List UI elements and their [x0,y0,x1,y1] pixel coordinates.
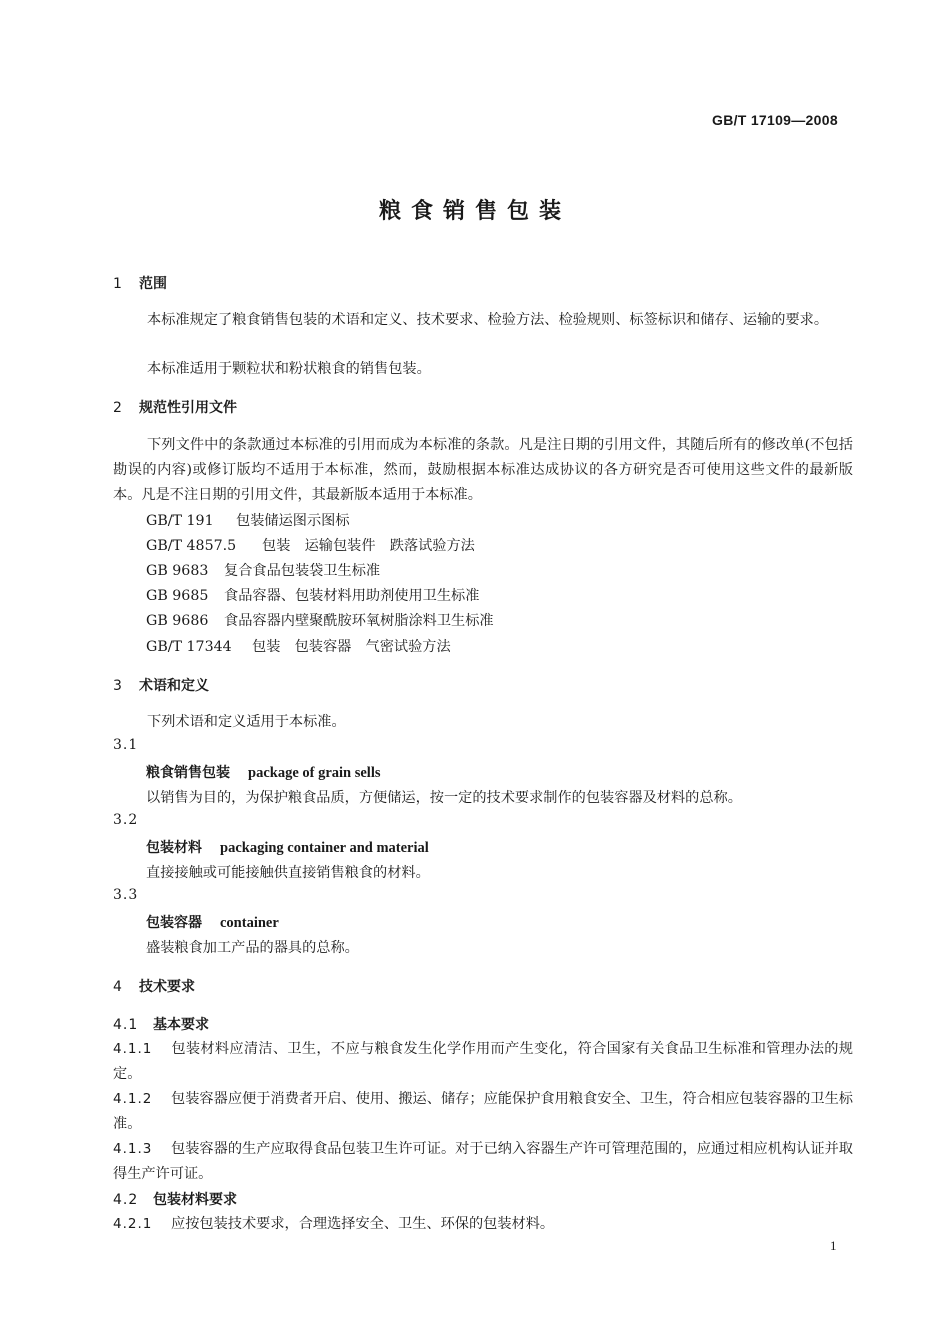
term-number: 3.2 [113,812,139,828]
term-definition: 盛装粮食加工产品的器具的总称。 [146,940,359,956]
clause-text: 包装材料应清洁、卫生，不应与粮食发生化学作用而产生变化，符合国家有关食品卫生标准和管理办法的规定。 [113,1041,853,1082]
section-title: 规范性引用文件 [139,400,237,416]
term-english: package of grain sells [248,765,381,781]
reference-item [146,636,451,656]
term-definition: 直接接触或可能接触供直接销售粮食的材料。 [146,865,430,881]
term-chinese: 包装容器 [146,915,202,931]
term-entry [146,912,279,932]
section-number: 4 [113,979,122,995]
clause-text: 应按包装技术要求，合理选择安全、卫生、环保的包装材料。 [171,1216,555,1232]
section-number: 3 [113,678,122,694]
paragraph-terms-intro: 下列术语和定义适用于本标准。 [147,714,346,730]
term-chinese: 包装材料 [146,840,202,856]
clause-number: 4.1.1 [113,1041,153,1057]
clause-4-1-2 [113,1087,853,1137]
reference-code: GB 9683 [146,563,209,579]
term-number: 3.1 [113,737,139,753]
subsection-number: 4.1 [113,1017,139,1033]
section-title: 技术要求 [139,979,195,995]
clause-number: 4.2.1 [113,1216,153,1232]
paragraph-scope-2: 本标准适用于颗粒状和粉状粮食的销售包装。 [147,361,431,377]
subsection-title: 包装材料要求 [153,1192,237,1208]
reference-code: GB/T 17344 [146,639,232,655]
reference-code: GB/T 191 [146,513,214,529]
term-entry [146,837,429,857]
clause-text: 包装容器的生产应取得食品包装卫生许可证。对于已纳入容器生产许可管理范围的，应通过相应机构认证并取得生产许可证。 [113,1141,853,1182]
reference-title: 复合食品包装袋卫生标准 [224,563,381,579]
clause-4-2-1 [113,1212,853,1237]
term-number: 3.3 [113,887,139,903]
subsection-number: 4.2 [113,1192,139,1208]
reference-title: 包装 包装容器 气密试验方法 [252,639,451,655]
page-number: 1 [830,1238,837,1253]
term-definition: 以销售为目的，为保护粮食品质，方便储运，按一定的技术要求制作的包装容器及材料的总称。 [146,790,742,806]
subsection-title: 基本要求 [153,1017,209,1033]
reference-title: 包装 运输包装件 跌落试验方法 [262,538,475,554]
reference-code: GB 9686 [146,613,209,629]
document-title: 粮食销售包装 [378,199,571,224]
reference-title: 食品容器内壁聚酰胺环氧树脂涂料卫生标准 [224,613,494,629]
section-title: 术语和定义 [139,678,209,694]
subsection-heading-4-1 [113,1014,209,1034]
section-number: 2 [113,400,122,416]
section-heading-3 [113,675,209,695]
term-english: container [220,915,279,931]
subsection-heading-4-2 [113,1189,237,1209]
section-heading-1 [113,273,167,293]
clause-4-1-3 [113,1137,853,1187]
clause-number: 4.1.2 [113,1091,153,1107]
term-english: packaging container and material [220,840,429,856]
term-chinese: 粮食销售包装 [146,765,230,781]
clause-4-1-1 [113,1037,853,1087]
term-entry [146,762,381,782]
clause-number: 4.1.3 [113,1141,153,1157]
section-heading-2 [113,397,237,417]
reference-code: GB/T 4857.5 [146,538,237,554]
clause-text: 包装容器应便于消费者开启、使用、搬运、储存；应能保护食用粮食安全、卫生，符合相应包装容器的卫生标准。 [113,1091,853,1132]
reference-item [146,585,479,605]
reference-item [146,560,380,580]
reference-title: 食品容器、包装材料用助剂使用卫生标准 [224,588,480,604]
reference-item [146,510,350,530]
section-heading-4 [113,976,195,996]
section-number: 1 [113,276,122,292]
standard-code: GB/T 17109—2008 [712,112,838,128]
reference-code: GB 9685 [146,588,209,604]
paragraph-normative-refs: 下列文件中的条款通过本标准的引用而成为本标准的条款。凡是注日期的引用文件，其随后所有的修改单(不包括勘误的内容)或修订版均不适用于本标准，然而，鼓励根据本标准达成协议的各方研究是否可使用这些文件的最新版本。凡是不注日期的引用文件，其最新版本适用于本标准。 [113,437,853,503]
reference-item [146,535,475,555]
reference-title: 包装储运图示图标 [236,513,350,529]
reference-item [146,610,494,630]
section-title: 范围 [139,276,167,292]
paragraph-scope-1: 本标准规定了粮食销售包装的术语和定义、技术要求、检验方法、检验规则、标签标识和储存、运输的要求。 [147,312,829,328]
